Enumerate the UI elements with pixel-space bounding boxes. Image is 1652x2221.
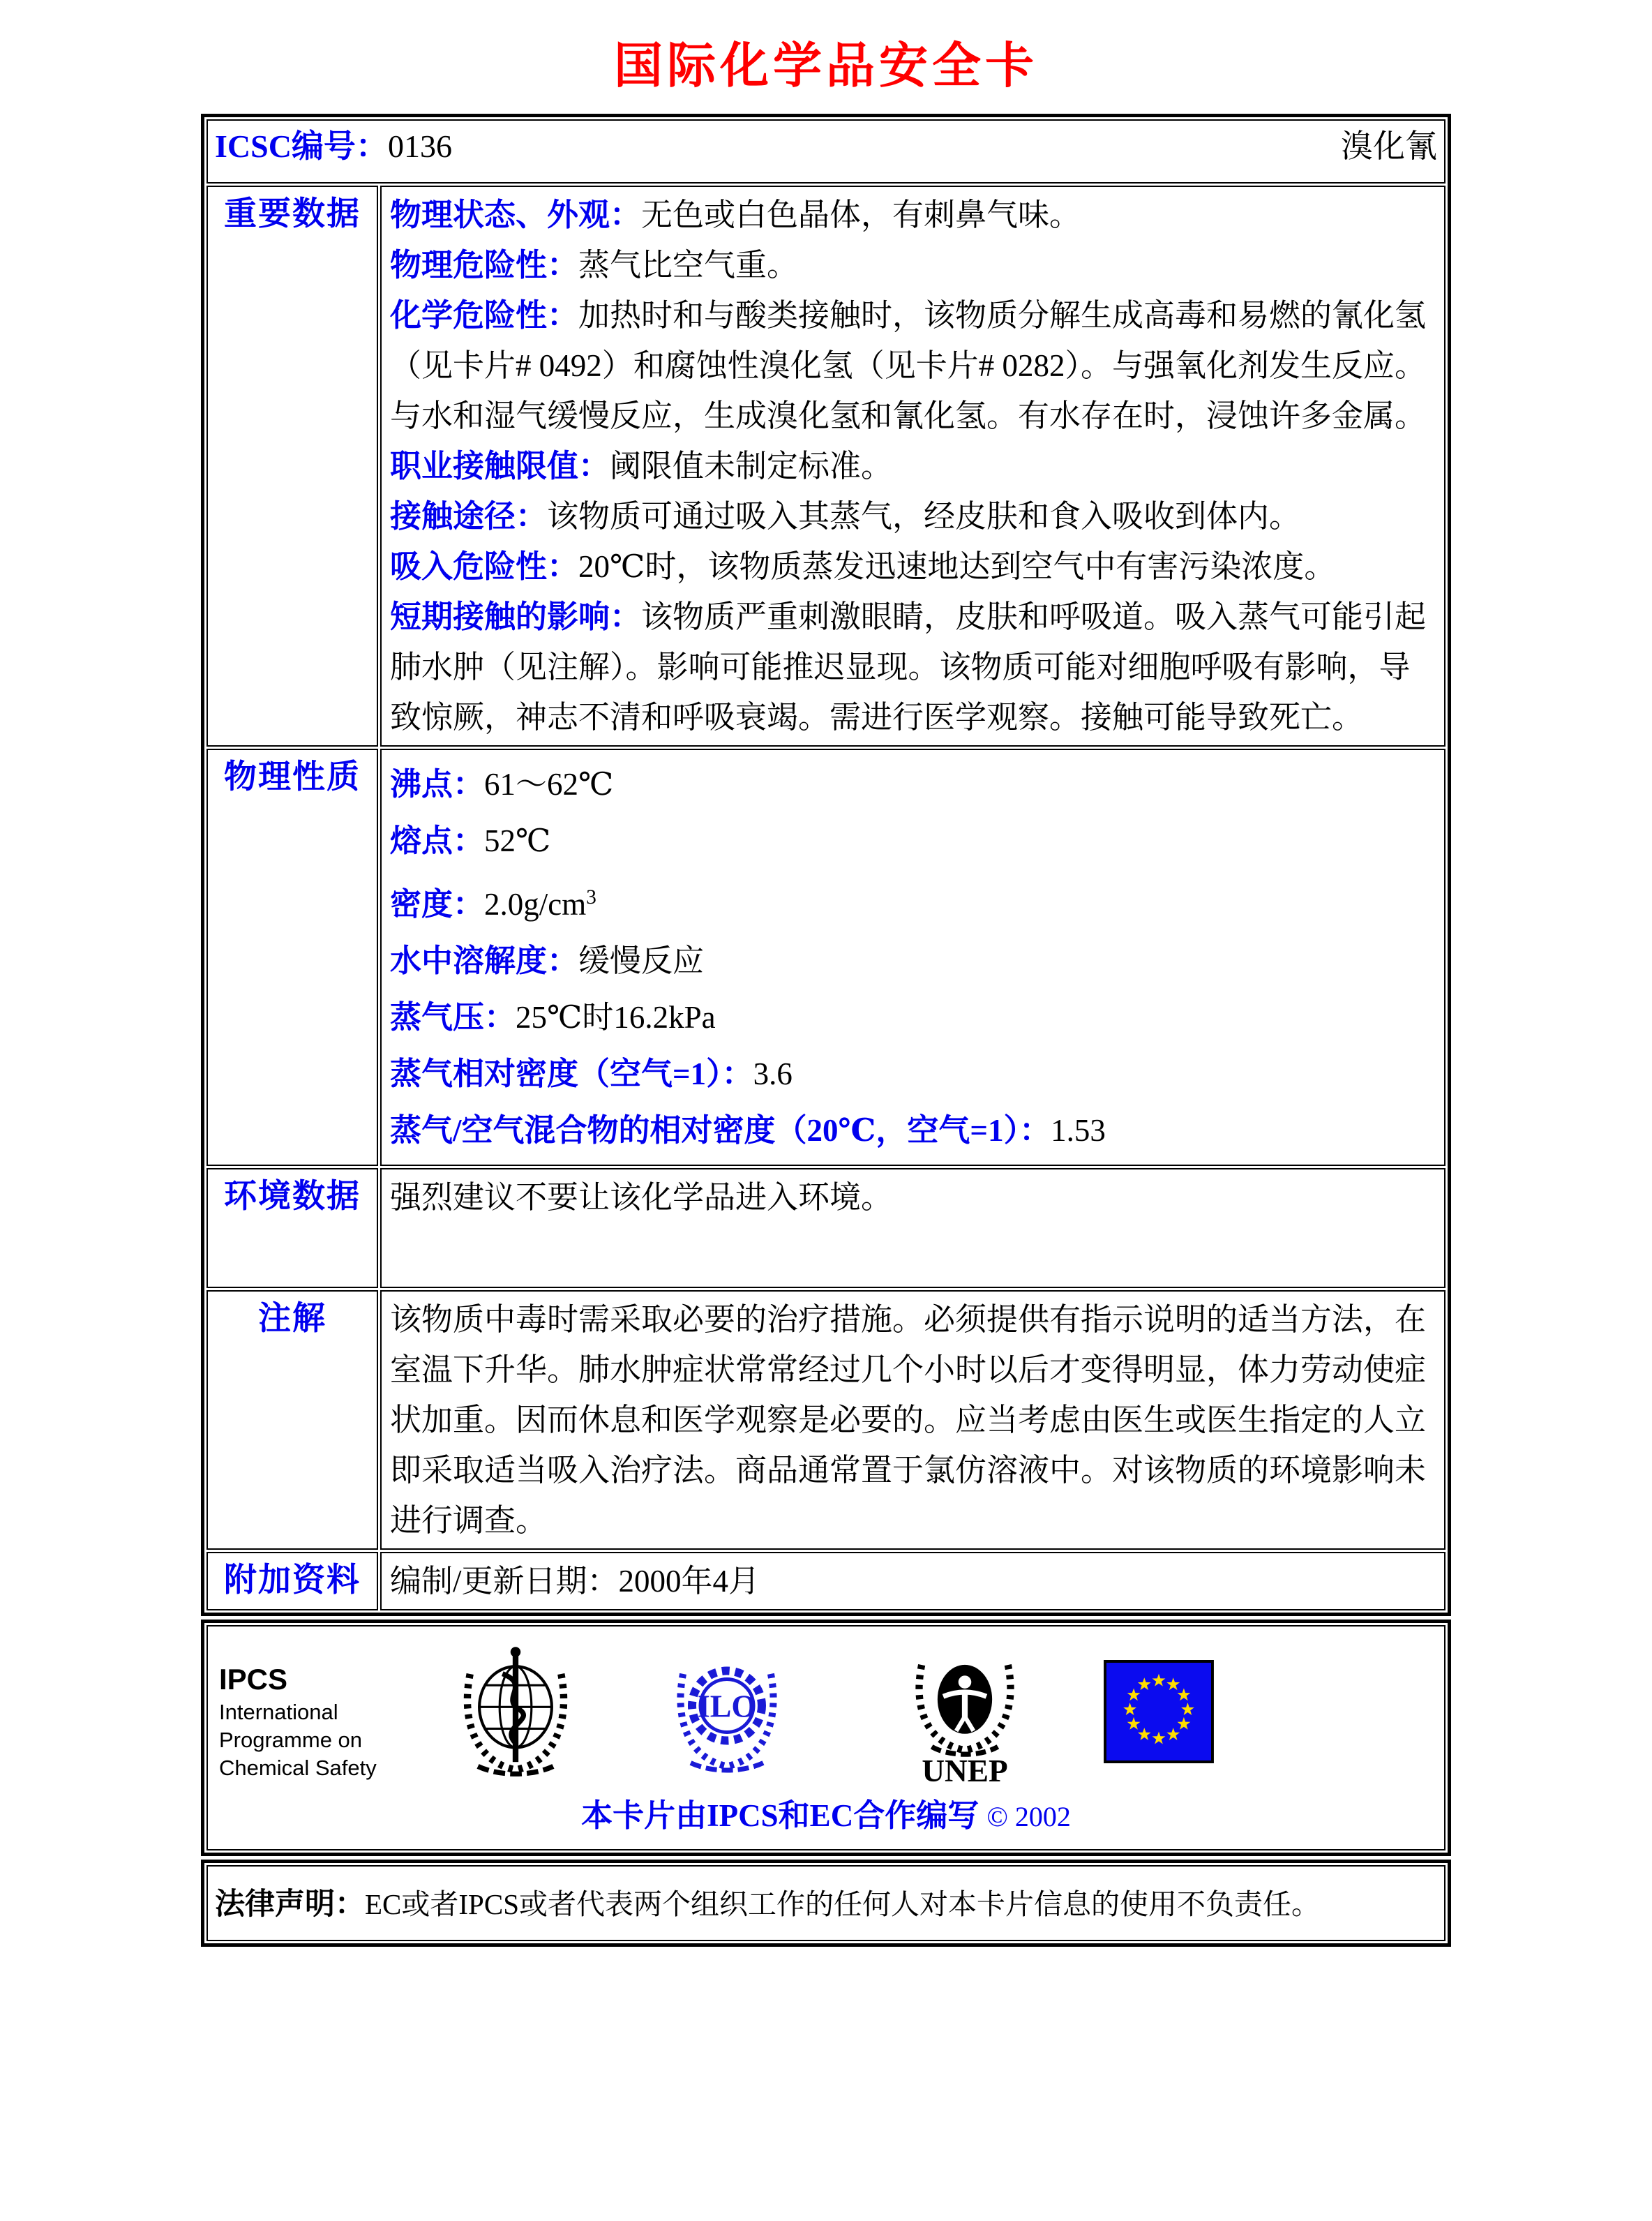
field-value: 蒸气比空气重。 <box>578 248 799 283</box>
section-label-physical: 物理性质 <box>206 749 378 1166</box>
field-value: 阈限值未制定标准。 <box>610 449 893 484</box>
field-value: 20℃时，该物质蒸发迅速地达到空气中有害污染浓度。 <box>578 549 1336 584</box>
section-label-important: 重要数据 <box>206 186 378 747</box>
field-row <box>390 491 1436 541</box>
logos-inner <box>206 1625 1446 1850</box>
field-row <box>390 240 1436 290</box>
field-label: 熔点： <box>390 823 485 858</box>
field-value: 52℃ <box>484 823 551 858</box>
svg-text:ILO: ILO <box>697 1688 757 1724</box>
section-label-environment: 环境数据 <box>206 1168 378 1288</box>
section-content-physical <box>380 749 1446 1166</box>
field-row <box>390 441 1436 491</box>
field-row <box>390 1049 1436 1099</box>
field-value: 1.53 <box>1051 1113 1106 1148</box>
field-value: 该物质可通过吸入其蒸气，经皮肤和食入吸收到体内。 <box>547 499 1301 534</box>
who-logo-icon <box>458 1643 573 1777</box>
ipcs-line-1: International <box>219 1699 338 1724</box>
update-date-label: 编制/更新日期： <box>390 1564 619 1599</box>
ipcs-line-3: Chemical Safety <box>219 1756 377 1781</box>
legal-box <box>201 1860 1451 1947</box>
credit-text: 本卡片由IPCS和EC合作编写 <box>581 1798 979 1833</box>
section-label-additional: 附加资料 <box>206 1552 378 1610</box>
field-row <box>390 992 1436 1042</box>
header-row <box>206 119 1446 184</box>
field-row <box>390 592 1436 742</box>
field-label: 蒸气相对密度（空气=1）： <box>390 1056 753 1091</box>
field-label: 吸入危险性： <box>390 549 579 584</box>
page-title: 国际化学品安全卡 <box>614 38 1038 93</box>
legal-inner <box>206 1865 1446 1941</box>
field-value: 3.6 <box>753 1056 793 1091</box>
section-notes <box>206 1290 1446 1550</box>
section-content-environment <box>380 1168 1446 1288</box>
ipcs-name: IPCS <box>219 1663 288 1696</box>
icsc-card <box>201 114 1451 1947</box>
field-row <box>390 872 1436 929</box>
ipcs-line-2: Programme on <box>219 1727 363 1752</box>
section-important-data <box>206 186 1446 747</box>
field-value: 该物质严重刺激眼睛，皮肤和呼吸道。吸入蒸气可能引起肺水肿（见注解）。影响可能推迟显现。该物质可能对细胞呼吸有影响，导致惊厥，神志不清和呼吸衰竭。需进行医学观察。接触可能导致死亡。 <box>390 599 1427 735</box>
field-value: 2.0g/cm <box>484 887 587 922</box>
icsc-number-value: 0136 <box>387 128 452 164</box>
legal-text: EC或者IPCS或者代表两个组织工作的任何人对本卡片信息的使用不负责任。 <box>365 1888 1320 1920</box>
field-label: 沸点： <box>390 767 485 802</box>
unep-logo-icon <box>907 1643 1023 1787</box>
field-label: 化学危险性： <box>390 298 579 333</box>
svg-text:UNEP: UNEP <box>922 1753 1008 1787</box>
field-value: 缓慢反应 <box>578 943 705 978</box>
section-physical-properties <box>206 749 1446 1166</box>
field-row <box>390 290 1436 441</box>
section-environment-data <box>206 1168 1446 1288</box>
eu-flag-icon <box>1104 1660 1214 1763</box>
field-label: 接触途径： <box>390 499 548 534</box>
field-value: 61～62℃ <box>484 767 614 802</box>
icsc-number-field <box>215 121 452 167</box>
legal-label: 法律声明： <box>215 1888 365 1921</box>
field-value: 加热时和与酸类接触时，该物质分解生成高毒和易燃的氰化氢（见卡片# 0492）和腐蚀性溴化氢（见卡片# 0282）。与强氧化剂发生反应。与水和湿气缓慢反应，生成溴化氢和氰化氢。有水存在时，浸蚀许多金属。 <box>390 298 1427 433</box>
logos-box <box>201 1620 1451 1856</box>
section-content-important <box>380 186 1446 747</box>
field-label: 密度： <box>390 887 485 922</box>
environment-text: 强烈建议不要让该化学品进入环境。 <box>390 1180 893 1215</box>
main-table <box>204 117 1448 1613</box>
logos-row <box>219 1633 1433 1787</box>
icsc-number-label: ICSC编号： <box>215 128 388 164</box>
field-label: 水中溶解度： <box>390 943 579 978</box>
field-label: 物理危险性： <box>390 248 579 283</box>
section-additional-info <box>206 1552 1446 1610</box>
field-row <box>390 936 1436 986</box>
field-row <box>390 1105 1436 1156</box>
field-value-superscript: 3 <box>586 886 596 908</box>
header-cell <box>206 119 1446 184</box>
chemical-name: 溴化氰 <box>1341 128 1437 164</box>
ilo-logo-icon <box>671 1643 783 1774</box>
main-table-box <box>201 114 1451 1616</box>
field-row <box>390 759 1436 809</box>
field-row <box>390 541 1436 592</box>
credit-line <box>219 1790 1433 1835</box>
field-label: 物理状态、外观： <box>390 197 642 232</box>
field-label: 蒸气/空气混合物的相对密度（20℃，空气=1）： <box>390 1113 1051 1148</box>
section-content-additional <box>380 1552 1446 1610</box>
field-label: 短期接触的影响： <box>390 599 642 634</box>
section-label-notes: 注解 <box>206 1290 378 1550</box>
ipcs-block <box>219 1643 403 1782</box>
field-row <box>390 190 1436 240</box>
field-label: 蒸气压： <box>390 1000 516 1035</box>
update-date-value: 2000年4月 <box>618 1564 760 1599</box>
section-content-notes: 该物质中毒时需采取必要的治疗措施。必须提供有指示说明的适当方法，在室温下升华。肺水肿症状常常经过几个小时以后才变得明显，体力劳动使症状加重。因而休息和医学观察是必要的。应当考虑由医生或医生指定的人立即采取适当吸入治疗法。商品通常置于氯仿溶液中。对该物质的环境影响未进行调查。 <box>380 1290 1446 1550</box>
field-row <box>390 816 1436 866</box>
credit-copyright: © 2002 <box>986 1801 1071 1832</box>
field-value: 无色或白色晶体，有刺鼻气味。 <box>641 197 1081 232</box>
field-label: 职业接触限值： <box>390 449 610 484</box>
field-value: 25℃时16.2kPa <box>516 1000 716 1035</box>
